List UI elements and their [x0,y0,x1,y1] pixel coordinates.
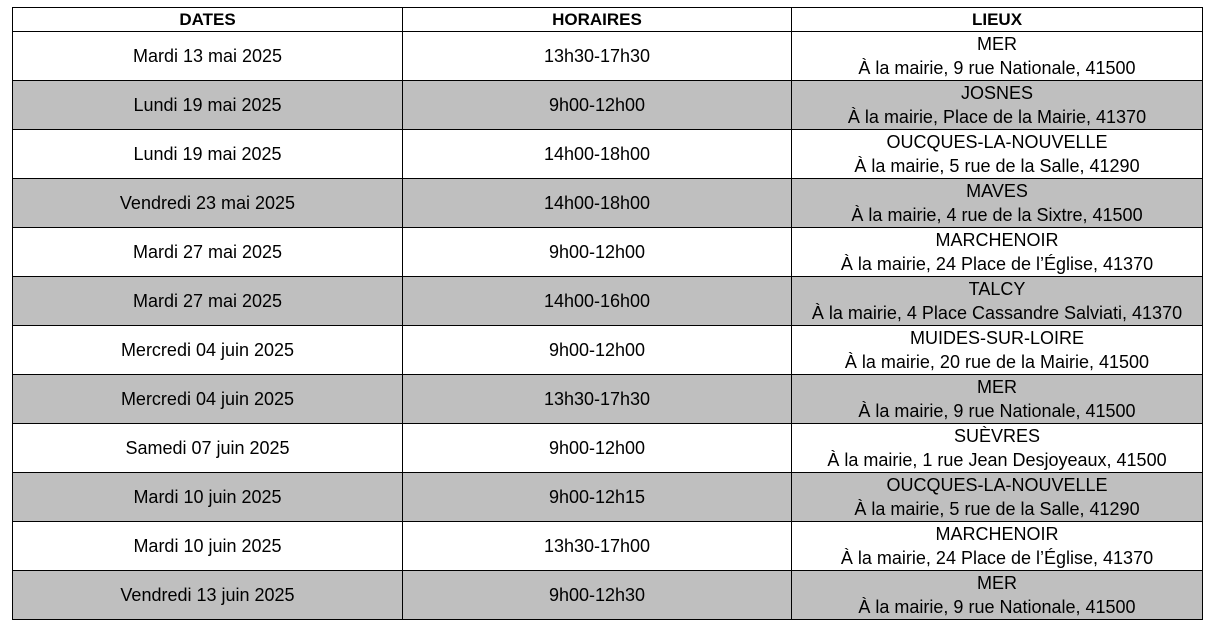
address: À la mairie, 24 Place de l’Église, 41370 [840,254,1154,274]
header-hours: HORAIRES [403,8,792,32]
date-cell: Mardi 27 mai 2025 [13,228,403,277]
date-cell: Mercredi 04 juin 2025 [13,326,403,375]
town-name: MER [977,377,1017,397]
date-cell: Mardi 27 mai 2025 [13,277,403,326]
town-name: TALCY [968,279,1026,299]
date-cell: Mardi 10 juin 2025 [13,473,403,522]
address: À la mairie, 4 Place Cassandre Salviati, 41370 [811,303,1183,323]
schedule-table [12,7,1203,620]
place-cell [792,32,1203,81]
header-row [13,8,1203,32]
address: À la mairie, 9 rue Nationale, 41500 [858,401,1136,421]
town-name: MER [977,34,1017,54]
town-name: OUCQUES-LA-NOUVELLE [886,132,1108,152]
hours-cell: 9h00-12h00 [403,326,792,375]
date-cell: Mardi 13 mai 2025 [13,32,403,81]
town-name: OUCQUES-LA-NOUVELLE [886,475,1108,495]
address: À la mairie, 1 rue Jean Desjoyeaux, 41500 [827,450,1167,470]
hours-cell: 13h30-17h00 [403,522,792,571]
hours-cell: 9h00-12h30 [403,571,792,620]
place-cell [792,571,1203,620]
date-cell: Vendredi 23 mai 2025 [13,179,403,228]
address: À la mairie, 5 rue de la Salle, 41290 [854,499,1140,519]
address: À la mairie, 9 rue Nationale, 41500 [858,58,1136,78]
place-cell [792,179,1203,228]
hours-cell: 13h30-17h30 [403,375,792,424]
place-cell [792,424,1203,473]
table-row [13,228,1203,277]
hours-cell: 13h30-17h30 [403,32,792,81]
town-name: MAVES [966,181,1028,201]
address: À la mairie, 4 rue de la Sixtre, 41500 [851,205,1143,225]
date-cell: Mercredi 04 juin 2025 [13,375,403,424]
town-name: MUIDES-SUR-LOIRE [909,328,1084,348]
table-row [13,522,1203,571]
table-row [13,81,1203,130]
date-cell: Lundi 19 mai 2025 [13,130,403,179]
date-cell: Mardi 10 juin 2025 [13,522,403,571]
hours-cell: 9h00-12h00 [403,228,792,277]
town-name: MARCHENOIR [935,230,1059,250]
place-cell [792,326,1203,375]
schedule-body [13,32,1203,620]
hours-cell: 14h00-18h00 [403,130,792,179]
table-row [13,375,1203,424]
date-cell: Samedi 07 juin 2025 [13,424,403,473]
table-row [13,326,1203,375]
place-cell [792,81,1203,130]
town-name: SUÈVRES [953,426,1041,446]
header-places: LIEUX [792,8,1203,32]
place-cell [792,375,1203,424]
address: À la mairie, 5 rue de la Salle, 41290 [854,156,1140,176]
town-name: MARCHENOIR [935,524,1059,544]
hours-cell: 14h00-16h00 [403,277,792,326]
address: À la mairie, 20 rue de la Mairie, 41500 [844,352,1150,372]
address: À la mairie, 9 rue Nationale, 41500 [858,597,1136,617]
date-cell: Vendredi 13 juin 2025 [13,571,403,620]
place-cell [792,130,1203,179]
hours-cell: 14h00-18h00 [403,179,792,228]
address: À la mairie, Place de la Mairie, 41370 [847,107,1147,127]
table-row [13,473,1203,522]
town-name: MER [977,573,1017,593]
table-row [13,32,1203,81]
table-row [13,424,1203,473]
date-cell: Lundi 19 mai 2025 [13,81,403,130]
hours-cell: 9h00-12h15 [403,473,792,522]
hours-cell: 9h00-12h00 [403,81,792,130]
place-cell [792,522,1203,571]
address: À la mairie, 24 Place de l’Église, 41370 [840,548,1154,568]
table-row [13,179,1203,228]
town-name: JOSNES [960,83,1034,103]
hours-cell: 9h00-12h00 [403,424,792,473]
place-cell [792,473,1203,522]
header-dates: DATES [13,8,403,32]
place-cell [792,277,1203,326]
table-row [13,277,1203,326]
place-cell [792,228,1203,277]
table-row [13,571,1203,620]
table-row [13,130,1203,179]
